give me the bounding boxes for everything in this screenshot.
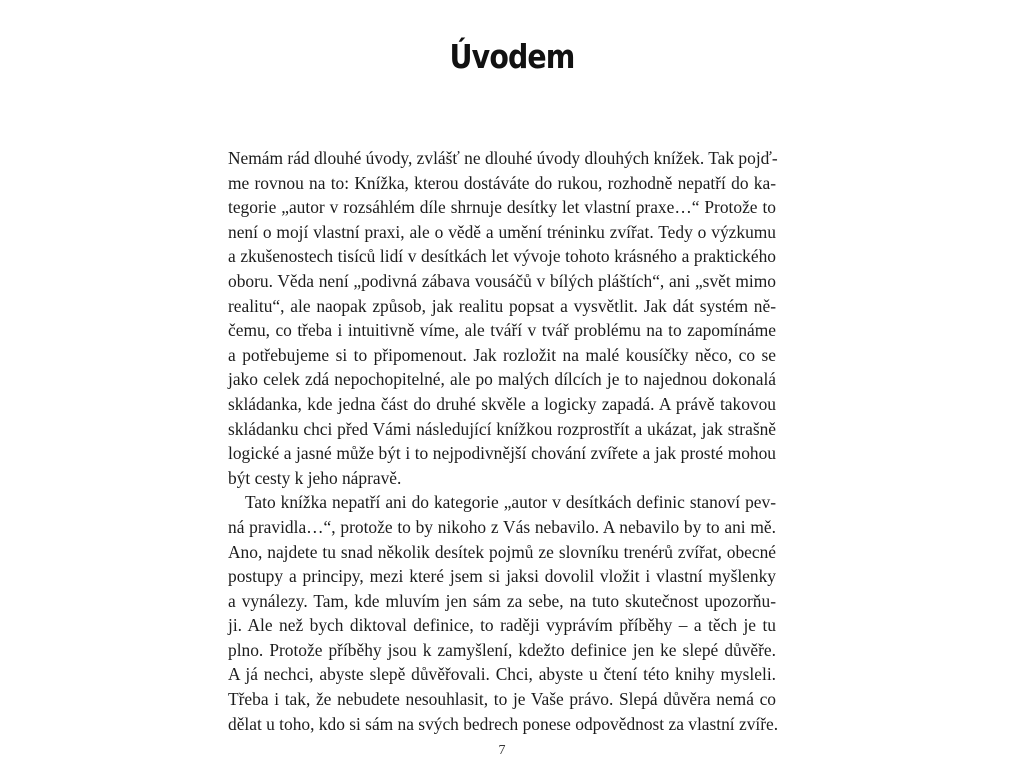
text-line: A já nechci, abyste slepě důvěřovali. Chci, abyste u čtení této knihy mysleli.	[228, 664, 776, 685]
text-line: skládanka, kde jedna část do druhé skvěle a logicky zapadá. A právě takovou	[228, 393, 776, 414]
text-line: jako celek zdá nepochopitelné, ale po malých dílcích je to najednou dokonalá	[228, 369, 776, 390]
text-line: Ano, najdete tu snad několik desítek pojmů ze slovníku trenérů zvířat, obecné	[228, 541, 776, 562]
paragraph-1	[228, 146, 776, 490]
text-line: čemu, co třeba i intuitivně víme, ale tváří v tvář problému na to zapomínáme	[228, 320, 776, 341]
text-line: realitu“, ale naopak způsob, jak realitu popsat a vysvětlit. Jak dát systém ně-	[228, 295, 776, 316]
text-line: postupy a principy, mezi které jsem si jaksi dovolil vložit i vlastní myšlenky	[228, 566, 776, 587]
text-line: me rovnou na to: Knížka, kterou dostáváte do rukou, rozhodně nepatří do ka-	[228, 172, 776, 193]
text-line: Třeba i tak, že nebudete nesouhlasit, to je Vaše právo. Slepá důvěra nemá co	[228, 689, 776, 710]
text-line: logické a jasné může být i to nejpodivnější chování zvířete a jak prosté mohou	[228, 443, 776, 464]
text-line: Tato knížka nepatří ani do kategorie „autor v desítkách definic stanoví pev-	[245, 492, 776, 513]
text-line: a vynálezy. Tam, kde mluvím jen sám za sebe, na tuto skutečnost upozorňu-	[228, 590, 776, 611]
text-line: tegorie „autor v rozsáhlém díle shrnuje desítky let vlastní praxe…“ Protože to	[228, 197, 776, 218]
text-line: a zkušenostech tisíců lidí v desítkách let vývoje tohoto krásného a praktického	[228, 246, 776, 267]
text-line: ji. Ale než bych diktoval definice, to raději vyprávím příběhy – a těch je tu	[228, 615, 776, 636]
text-line: skládanku chci před Vámi následující knížkou rozprostřít a ukázat, jak strašně	[228, 418, 776, 439]
paragraph-2	[228, 490, 779, 736]
text-line: ná pravidla…“, protože to by nikoho z Vás nebavilo. A nebavilo by to ani mě.	[228, 516, 776, 537]
text-line: Nemám rád dlouhé úvody, zvlášť ne dlouhé úvody dlouhých knížek. Tak pojď-	[228, 148, 778, 168]
body-text	[228, 146, 779, 736]
text-line: není o mojí vlastní praxi, ale o vědě a umění tréninku zvířat. Tedy o výzkumu	[228, 221, 776, 242]
text-line: a potřebujeme si to připomenout. Jak rozložit na malé kousíčky něco, co se	[228, 344, 776, 365]
text-line: oboru. Věda není „podivná zábava vousáčů v bílých pláštích“, ani „svět mimo	[228, 270, 776, 291]
text-line: plno. Protože příběhy jsou k zamyšlení, kdežto definice jen ke slepé důvěře.	[228, 639, 776, 660]
text-line: být cesty k jeho nápravě.	[228, 467, 402, 488]
page-title: Úvodem	[449, 37, 575, 77]
page-number: 7	[498, 743, 506, 758]
text-line: dělat u toho, kdo si sám na svých bedrech ponese odpovědnost za vlastní zvíře.	[228, 713, 779, 734]
